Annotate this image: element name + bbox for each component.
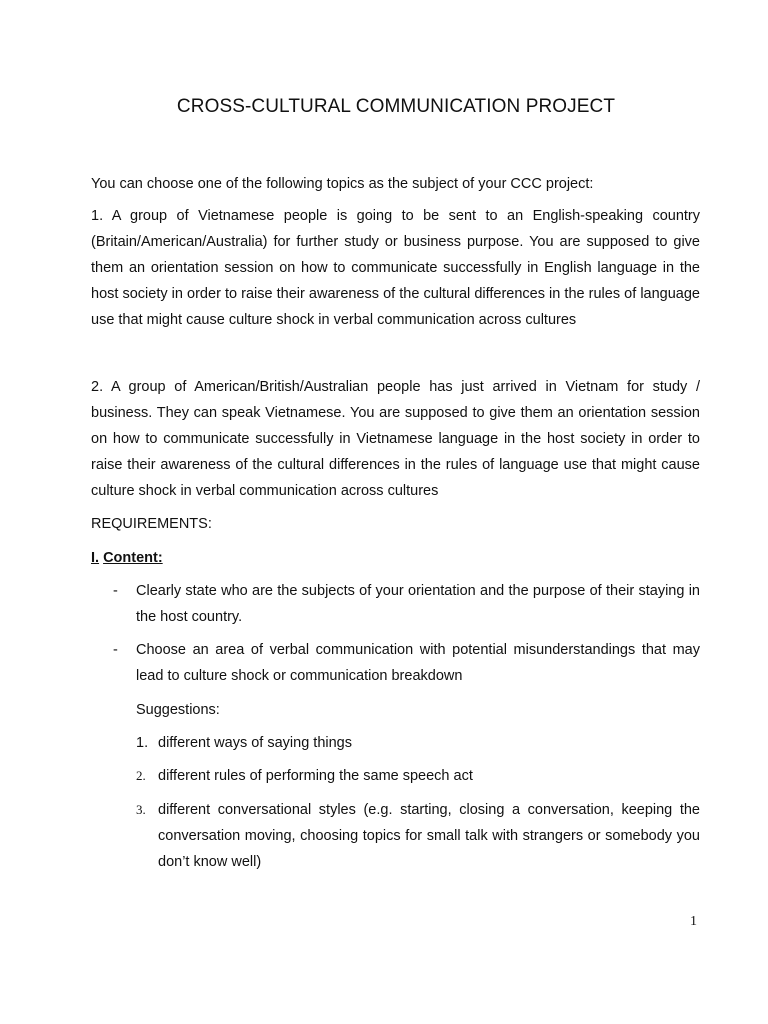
bullet-marker: - bbox=[113, 642, 118, 658]
suggestion-item: different conversational styles (e.g. starting, closing a conversation, keeping the conversation moving, choosing topics for small talk with strangers or somebody you don’t know well) bbox=[158, 802, 700, 870]
bullet-marker: - bbox=[113, 583, 118, 599]
intro-paragraph: You can choose one of the following topics as the subject of your CCC project: bbox=[91, 176, 594, 192]
requirements-heading: REQUIREMENTS: bbox=[91, 516, 212, 532]
suggestion-number: 3. bbox=[136, 802, 146, 817]
topic-2-paragraph: 2. A group of American/British/Australian people has just arrived in Vietnam for study / business. They can speak Vietnamese. You are supposed to give them an orientation session on how to communicate successfully in Vietnamese language in the host society in order to raise their awareness of the cultural differences in the rules of language use that might cause culture shock in verbal communication across cultures bbox=[91, 379, 700, 499]
content-section-heading bbox=[91, 545, 163, 571]
suggestion-number: 1. bbox=[136, 735, 149, 751]
suggestion-number: 2. bbox=[136, 768, 146, 783]
bullet-item-area: Choose an area of verbal communication with potential misunderstandings that may lead to culture shock or communication breakdown bbox=[136, 642, 700, 684]
content-section-number: I. bbox=[91, 550, 100, 566]
topic-1-paragraph: 1. A group of Vietnamese people is going to be sent to an English-speaking country (Britain/American/Australia) for further study or business purpose. You are supposed to give them an orientation session on how to communicate successfully in English language in the host society in order to raise their awareness of the cultural differences in the rules of language use that might cause culture shock in verbal communication across cultures bbox=[91, 208, 700, 328]
suggestion-item: different ways of saying things bbox=[158, 735, 352, 751]
page-title: CROSS-CULTURAL COMMUNICATION PROJECT bbox=[176, 96, 616, 117]
page-number: 1 bbox=[690, 914, 697, 929]
suggestion-item: different rules of performing the same speech act bbox=[158, 768, 473, 784]
content-section-label: Content: bbox=[103, 550, 163, 566]
suggestions-label: Suggestions: bbox=[136, 702, 220, 718]
bullet-item-subjects: Clearly state who are the subjects of your orientation and the purpose of their staying in the host country. bbox=[136, 583, 700, 625]
